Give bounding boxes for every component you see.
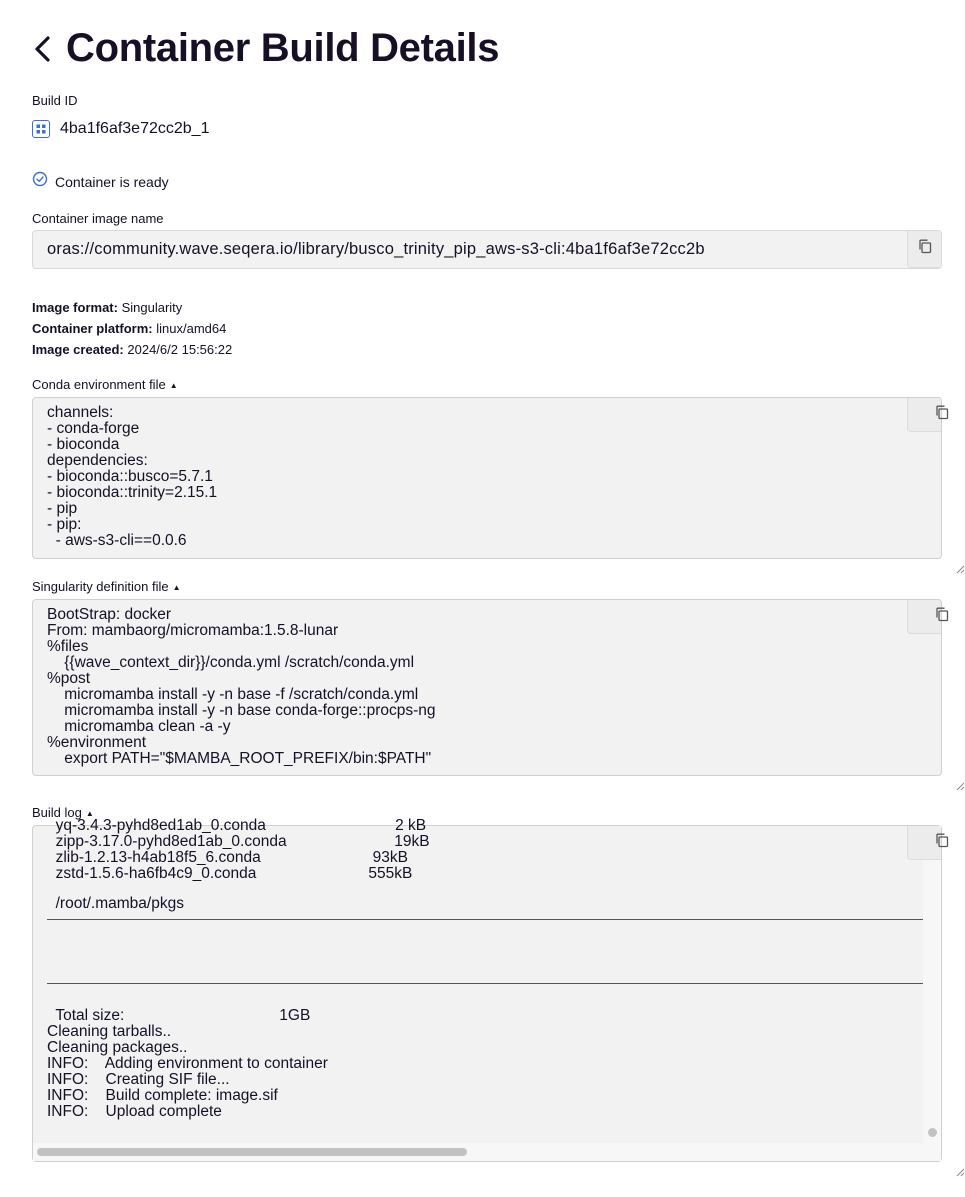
- back-arrow-icon[interactable]: [32, 29, 58, 69]
- conda-file-label-text: Conda environment file: [32, 377, 166, 392]
- image-metadata: [32, 297, 232, 360]
- page-header: [32, 26, 499, 71]
- conda-file-label: [32, 377, 178, 392]
- build-id-label: Build ID: [32, 93, 78, 108]
- page-title: Container Build Details: [66, 26, 500, 70]
- resize-grip-icon[interactable]: [929, 763, 939, 773]
- build-log-viewport: [33, 817, 923, 1143]
- build-id-row: [32, 120, 209, 138]
- copy-singularity-button[interactable]: [907, 600, 941, 634]
- build-log-textarea[interactable]: [32, 817, 942, 1162]
- build-log-collapse-toggle[interactable]: ▲: [85, 809, 94, 819]
- singularity-file-label: [32, 579, 181, 594]
- build-id-icon: [32, 120, 50, 138]
- image-name-value: oras://community.wave.seqera.io/library/busco_trinity_pip_aws-s3-cli:4ba1f6af3e72cc2b: [47, 240, 705, 258]
- horizontal-scrollbar[interactable]: [33, 1143, 941, 1161]
- build-id-value: 4ba1f6af3e72cc2b_1: [60, 120, 210, 137]
- image-name-label: Container image name: [32, 211, 164, 226]
- copy-icon: [918, 239, 932, 259]
- platform-label: Container platform:: [32, 321, 153, 336]
- check-circle-icon: [32, 171, 48, 192]
- log-divider-2: [47, 983, 923, 984]
- build-log-pkgs-path: /root/.mamba/pkgs: [47, 895, 184, 912]
- copy-icon: [900, 389, 948, 440]
- created-value: 2024/6/2 15:56:22: [127, 342, 233, 357]
- conda-file-textarea[interactable]: [32, 397, 942, 559]
- format-value: Singularity: [121, 300, 183, 315]
- copy-image-name-button[interactable]: [907, 231, 941, 268]
- vertical-scrollbar-thumb[interactable]: [928, 1128, 937, 1137]
- created-label: Image created:: [32, 342, 124, 357]
- build-log-summary: Total size: 1GB Cleaning tarballs.. Cleaning packages.. INFO: Adding environment to container INFO: Creating SIF file... INFO: Build complete: image.sif INFO: Upload complete: [47, 1007, 328, 1120]
- vertical-scrollbar[interactable]: [923, 826, 941, 1143]
- copy-icon: [900, 817, 948, 868]
- status-row: [32, 171, 169, 192]
- conda-file-content: channels: - conda-forge - bioconda dependencies: - bioconda::busco=5.7.1 - bioconda::trinity=2.15.1 - pip - pip: - aws-s3-cli==0.0.6: [47, 404, 218, 549]
- copy-conda-button[interactable]: [907, 398, 941, 432]
- copy-icon: [900, 591, 948, 642]
- build-log-packages: yq-3.4.3-pyhd8ed1ab_0.conda 2 kB zipp-3.17.0-pyhd8ed1ab_0.conda 19kB zlib-1.2.13-h4ab18f5_6.conda 93kB zstd-1.5.6-ha6fb4c9_0.conda 555kB: [55, 817, 430, 882]
- resize-grip-icon[interactable]: [929, 546, 939, 556]
- build-log-label-text: Build log: [32, 805, 82, 820]
- log-divider-1: [47, 919, 923, 920]
- singularity-collapse-toggle[interactable]: ▲: [172, 583, 181, 593]
- singularity-file-content: BootStrap: docker From: mambaorg/micromamba:1.5.8-lunar %files {{wave_context_dir}}/conda.yml /scratch/conda.yml %post micromamba install -y -n base -f /scratch/conda.yml micromamba install -y -n base conda-forge::procps-ng micromamba clean -a -y %environment export PATH="$MAMBA_ROOT_PREFIX/bin:$PATH": [47, 606, 436, 767]
- image-name-field[interactable]: [32, 230, 942, 269]
- copy-build-log-button[interactable]: [907, 826, 941, 860]
- resize-grip-icon[interactable]: [929, 1149, 939, 1159]
- singularity-file-label-text: Singularity definition file: [32, 579, 169, 594]
- format-label: Image format:: [32, 300, 118, 315]
- platform-value: linux/amd64: [156, 321, 227, 336]
- conda-collapse-toggle[interactable]: ▲: [169, 381, 178, 391]
- status-text: Container is ready: [55, 173, 169, 190]
- horizontal-scrollbar-thumb[interactable]: [37, 1148, 467, 1156]
- singularity-file-textarea[interactable]: [32, 599, 942, 776]
